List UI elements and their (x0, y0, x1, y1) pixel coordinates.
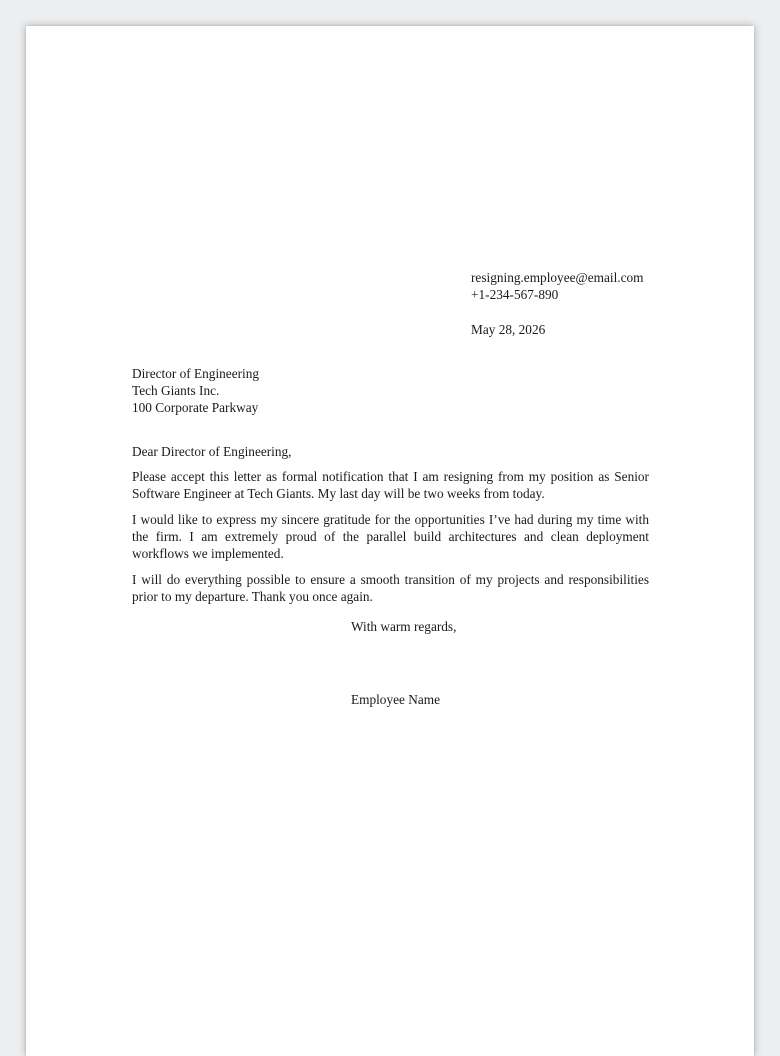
letter-date: May 28, 2026 (471, 322, 546, 337)
sender-phone: +1-234-567-890 (471, 286, 559, 302)
sender-email: resigning.employee@email.com (471, 270, 644, 285)
recipient-address: 100 Corporate Parkway (132, 399, 259, 415)
salutation: Dear Director of Engineering, (132, 444, 292, 459)
signature-name: Employee Name (351, 692, 440, 707)
sender-contact-block (471, 270, 644, 304)
body-paragraph-3: I will do everything possible to ensure a smooth transition of my projects and responsibilities prior to my departure. Thank you once again. (132, 572, 649, 604)
body-paragraph-1: Please accept this letter as formal notification that I am resigning from my position as Senior Software Engineer at Tech Giants. My last day will be two weeks from today. (132, 469, 649, 501)
recipient-address-block (132, 366, 259, 416)
recipient-title: Director of Engineering (132, 366, 260, 381)
letter-page (26, 26, 754, 1056)
recipient-company: Tech Giants Inc. (132, 382, 220, 398)
body-paragraph-2: I would like to express my sincere gratitude for the opportunities I’ve had during my time with the firm. I am extremely proud of the parallel build architectures and clean deployment workflows we implemented. (132, 512, 649, 561)
closing: With warm regards, (351, 619, 457, 634)
